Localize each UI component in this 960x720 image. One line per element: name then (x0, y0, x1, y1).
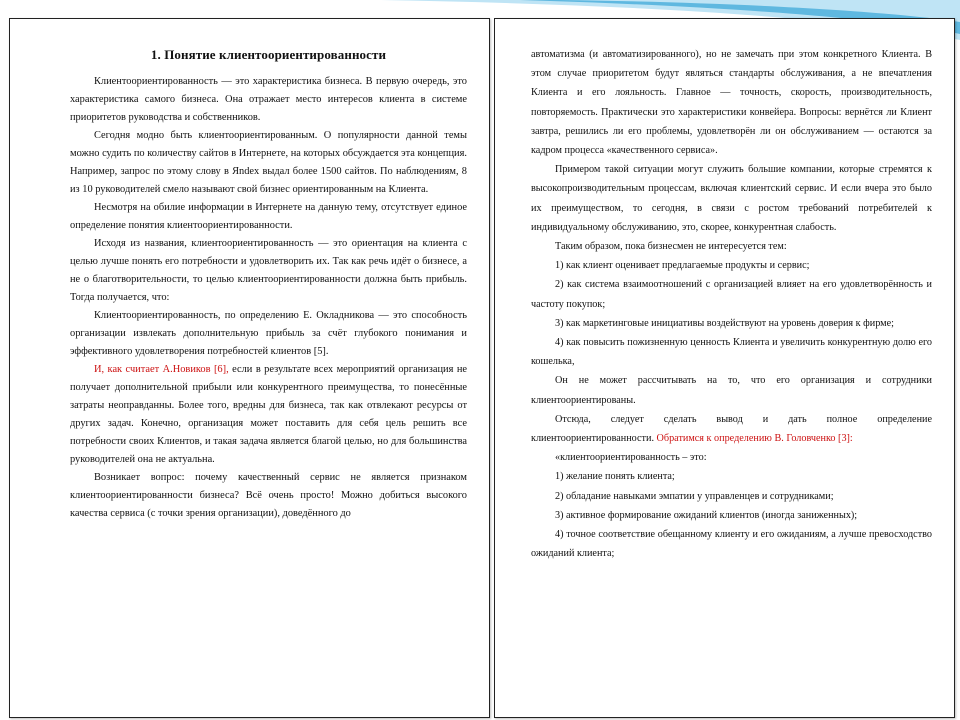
left-page (9, 18, 490, 718)
right-page (494, 18, 955, 718)
list-item: 2) обладание навыками эмпатии у управленцев и сотрудниками; (555, 490, 834, 502)
paragraph-text: Отсюда, следует сделать вывод и дать полное определение клиентоориентированности. (531, 413, 932, 445)
paragraph: Несмотря на обилие информации в Интернете на данную тему, отсутствует единое определение понятия клиентоориентированности. (70, 202, 467, 231)
paragraph (531, 410, 932, 448)
section-title: 1. Понятие клиентоориентированности (150, 47, 387, 62)
paragraph: Клиентоориентированность, по определению Е. Окладникова — это способность организации извлекать дополнительную прибыль за счёт глубокого понимания и эффективного удовлетворения потребностей клиентов [5]. (70, 310, 467, 357)
paragraph-text: если в результате всех мероприятий организация не получает дополнительной прибыли или конкурентного преимущества, то понесённые затраты неоправданны. Более того, вредны для бизнеса, так как отвлекают ресурсы от других задач. Конечно, организация может поставить для себя цель решить все потребности своих Клиентов, и такая задача является благой целью, но для большинства руководителей она не актуальна. (70, 364, 467, 465)
paragraph: автоматизма (и автоматизированного), но не замечать при этом конкретного Клиента. В этом случае приоритетом будут являться стандарты обслуживания, а не впечатления Клиента и его лояльность. Главное — точность, скорость, производительность, повторяемость. Практически это характеристики конвейера. Вопросы: вернётся ли Клиент завтра, решились ли его проблемы, удовлетворён ли он обслуживанием — остаются за кадром процесса «качественного сервиса». (531, 49, 932, 157)
paragraph (70, 361, 467, 469)
paragraph: Таким образом, пока бизнесмен не интересуется тем: (555, 241, 787, 253)
paragraph: Примером такой ситуации могут служить большие компании, которые стремятся к высокопроизводительным процессам, включая клиентский сервис. И если вчера это было их преимуществом, то сегодня, в связи с ростом требований потребителей к индивидуальному обслуживанию, это, скорее, конкурентная слабость. (531, 164, 932, 233)
paragraph: Клиентоориентированность — это характеристика бизнеса. В первую очередь, это характеристика самого бизнеса. Она отражает место интересов клиента в системе приоритетов руководства и собственников. (70, 76, 467, 123)
paragraph: «клиентоориентированность – это: (555, 452, 707, 464)
citation-highlight: Обратимся к определению В. Головченко [3]: (656, 433, 853, 445)
list-item: 3) как маркетинговые инициативы воздействуют на уровень доверия к фирме; (555, 317, 894, 329)
list-item: 4) точное соответствие обещанному клиенту и его ожиданиям, а лучше превосходство ожиданий клиента; (531, 529, 932, 560)
list-item: 1) как клиент оценивает предлагаемые продукты и сервис; (555, 260, 810, 272)
list-item: 2) как система взаимоотношений с организацией влияет на его удовлетворённость и частоту покупок; (531, 279, 932, 310)
citation-highlight: И, как считает А.Новиков [6], (94, 364, 229, 375)
paragraph: Исходя из названия, клиентоориентированность — это ориентация на клиента с целью лучше понять его потребности и удовлетворить их. Так как речь идёт о бизнесе, а не о благотворительности, то целью клиентоориентированности должна быть прибыль. Тогда получается, что: (70, 238, 467, 303)
list-item: 1) желание понять клиента; (555, 471, 675, 483)
list-item: 3) активное формирование ожиданий клиентов (иногда заниженных); (555, 509, 858, 521)
paragraph: Сегодня модно быть клиентоориентированным. О популярности данной темы можно судить по количеству сайтов в Интернете, на которых обсуждается эта концепция. Например, запрос по этому слову в Яndex выдал более 1500 сайтов. По наблюдениям, 8 из 10 руководителей смело называют свой бизнес ориентированным на Клиента. (70, 130, 467, 195)
paragraph: Возникает вопрос: почему качественный сервис не является признаком клиентоориентированности бизнеса? Всё очень просто! Можно добиться высокого качества сервиса (с точки зрения организации), доведённого до (70, 472, 467, 519)
list-item: 4) как повысить пожизненную ценность Клиента и увеличить конкурентную долю его кошелька, (531, 337, 932, 368)
paragraph: Он не может рассчитывать на то, что его организация и сотрудники клиентоориентированы. (531, 375, 932, 406)
